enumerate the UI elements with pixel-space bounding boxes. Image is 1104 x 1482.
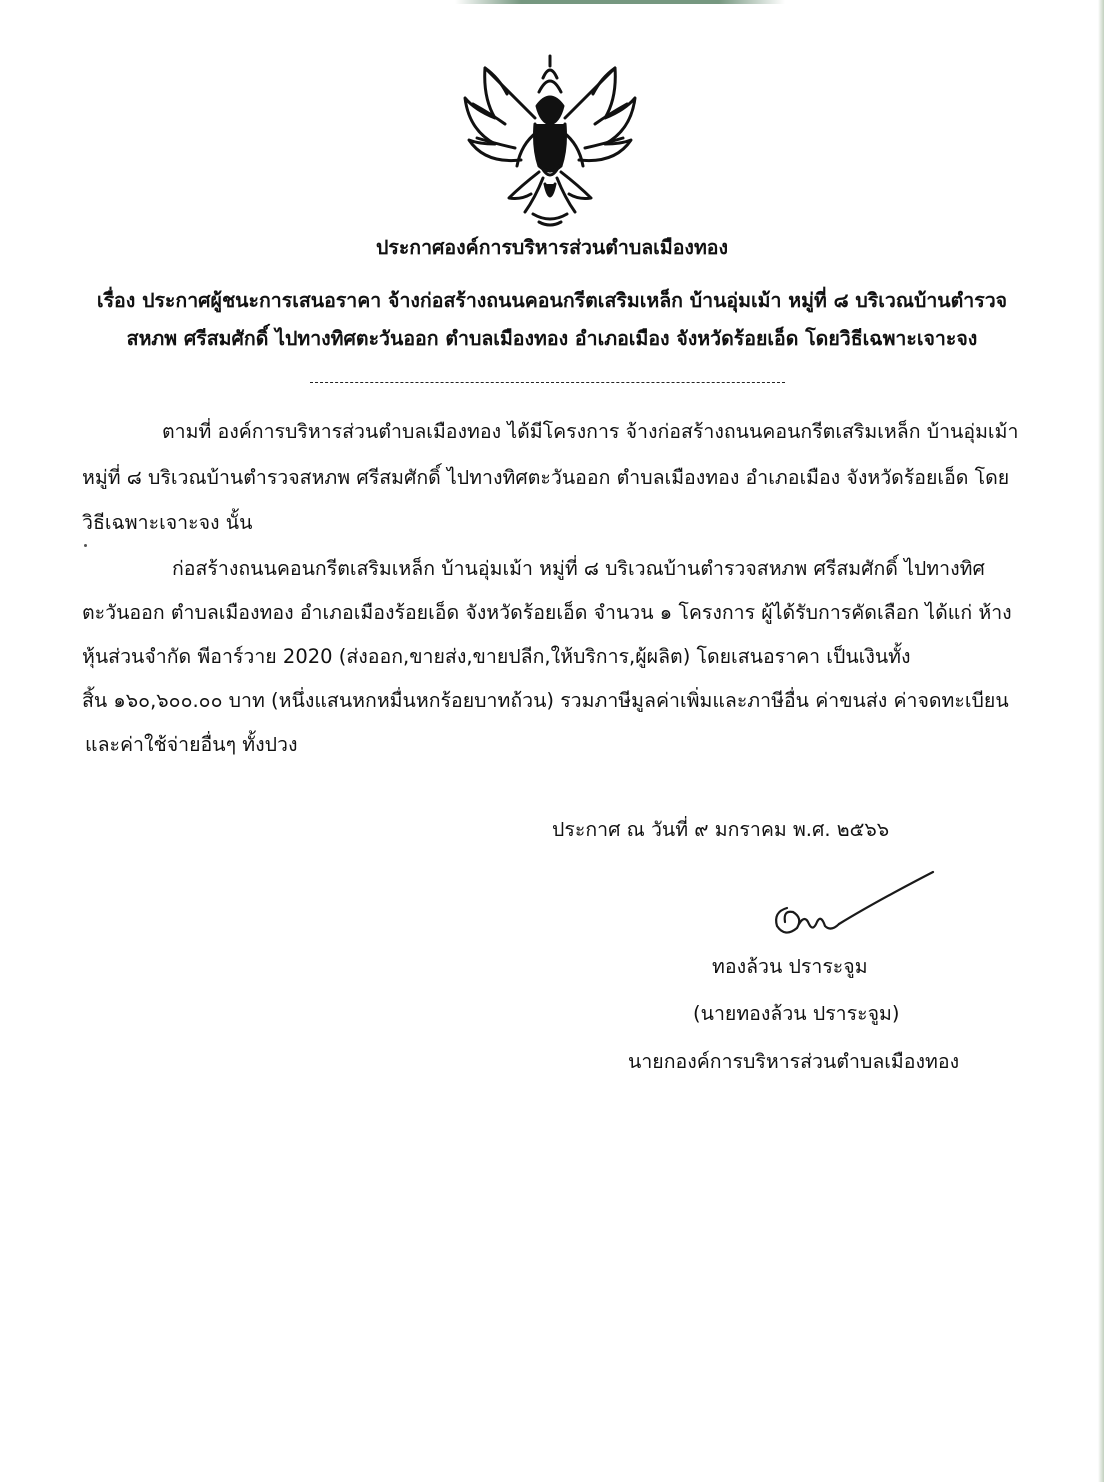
scan-speck — [84, 544, 87, 547]
scan-edge-right — [1098, 0, 1104, 1482]
signer-name: ทองล้วน ปราระจูม — [712, 955, 868, 978]
paragraph-2-line-4: สิ้น ๑๖๐,๖๐๐.๐๐ บาท (หนึ่งแสนหกหมื่นหกร้อยบาทถ้วน) รวมภาษีมูลค่าเพิ่มและภาษีอื่น ค่าขนส่ง ค่าจดทะเบียน — [82, 689, 1009, 712]
subject-line-1: เรื่อง ประกาศผู้ชนะการเสนอราคา จ้างก่อสร้างถนนคอนกรีตเสริมเหล็ก บ้านอุ่มเม้า หมู่ที่ ๘ บริเวณบ้านตำรวจ — [96, 289, 1008, 312]
signer-position: นายกองค์การบริหารส่วนตำบลเมืองทอง — [628, 1050, 960, 1073]
paragraph-2-line-1: ก่อสร้างถนนคอนกรีตเสริมเหล็ก บ้านอุ่มเม้า หมู่ที่ ๘ บริเวณบ้านตำรวจสหภพ ศรีสมศักดิ์ ไปทางทิศ — [172, 557, 985, 580]
paragraph-2-line-5: และค่าใช้จ่ายอื่นๆ ทั้งปวง — [85, 733, 298, 756]
subject-line-2: สหภพ ศรีสมศักดิ์ ไปทางทิศตะวันออก ตำบลเมืองทอง อำเภอเมือง จังหวัดร้อยเอ็ด โดยวิธีเฉพาะเจาะจง — [126, 327, 978, 350]
announcement-date: ประกาศ ณ วันที่ ๙ มกราคม พ.ศ. ๒๕๖๖ — [552, 818, 890, 841]
paragraph-2-line-2: ตะวันออก ตำบลเมืองทอง อำเภอเมืองร้อยเอ็ด จังหวัดร้อยเอ็ด จำนวน ๑ โครงการ ผู้ได้รับการคัดเลือก ได้แก่ ห้าง — [82, 601, 1012, 624]
paragraph-1-line-1: ตามที่ องค์การบริหารส่วนตำบลเมืองทอง ได้มีโครงการ จ้างก่อสร้างถนนคอนกรีตเสริมเหล็ก บ้านอุ่มเม้า — [162, 420, 1019, 443]
handwritten-signature-icon — [765, 868, 940, 948]
signer-full-name: (นายทองล้วน ปราระจูม) — [693, 1002, 900, 1025]
announcement-title: ประกาศองค์การบริหารส่วนตำบลเมืองทอง — [375, 236, 729, 259]
paragraph-1-line-3: วิธีเฉพาะเจาะจง นั้น — [82, 511, 253, 534]
paragraph-1-line-2: หมู่ที่ ๘ บริเวณบ้านตำรวจสหภพ ศรีสมศักดิ์ ไปทางทิศตะวันออก ตำบลเมืองทอง อำเภอเมือง จังหวัดร้อยเอ็ด โดย — [82, 466, 1010, 489]
separator-line — [310, 382, 785, 383]
garuda-emblem-icon — [455, 48, 645, 230]
scan-edge-top — [455, 0, 785, 4]
paragraph-2-line-3: หุ้นส่วนจำกัด พีอาร์วาย 2020 (ส่งออก,ขายส่ง,ขายปลีก,ให้บริการ,ผู้ผลิต) โดยเสนอราคา เป็นเงินทั้ง — [82, 645, 911, 668]
